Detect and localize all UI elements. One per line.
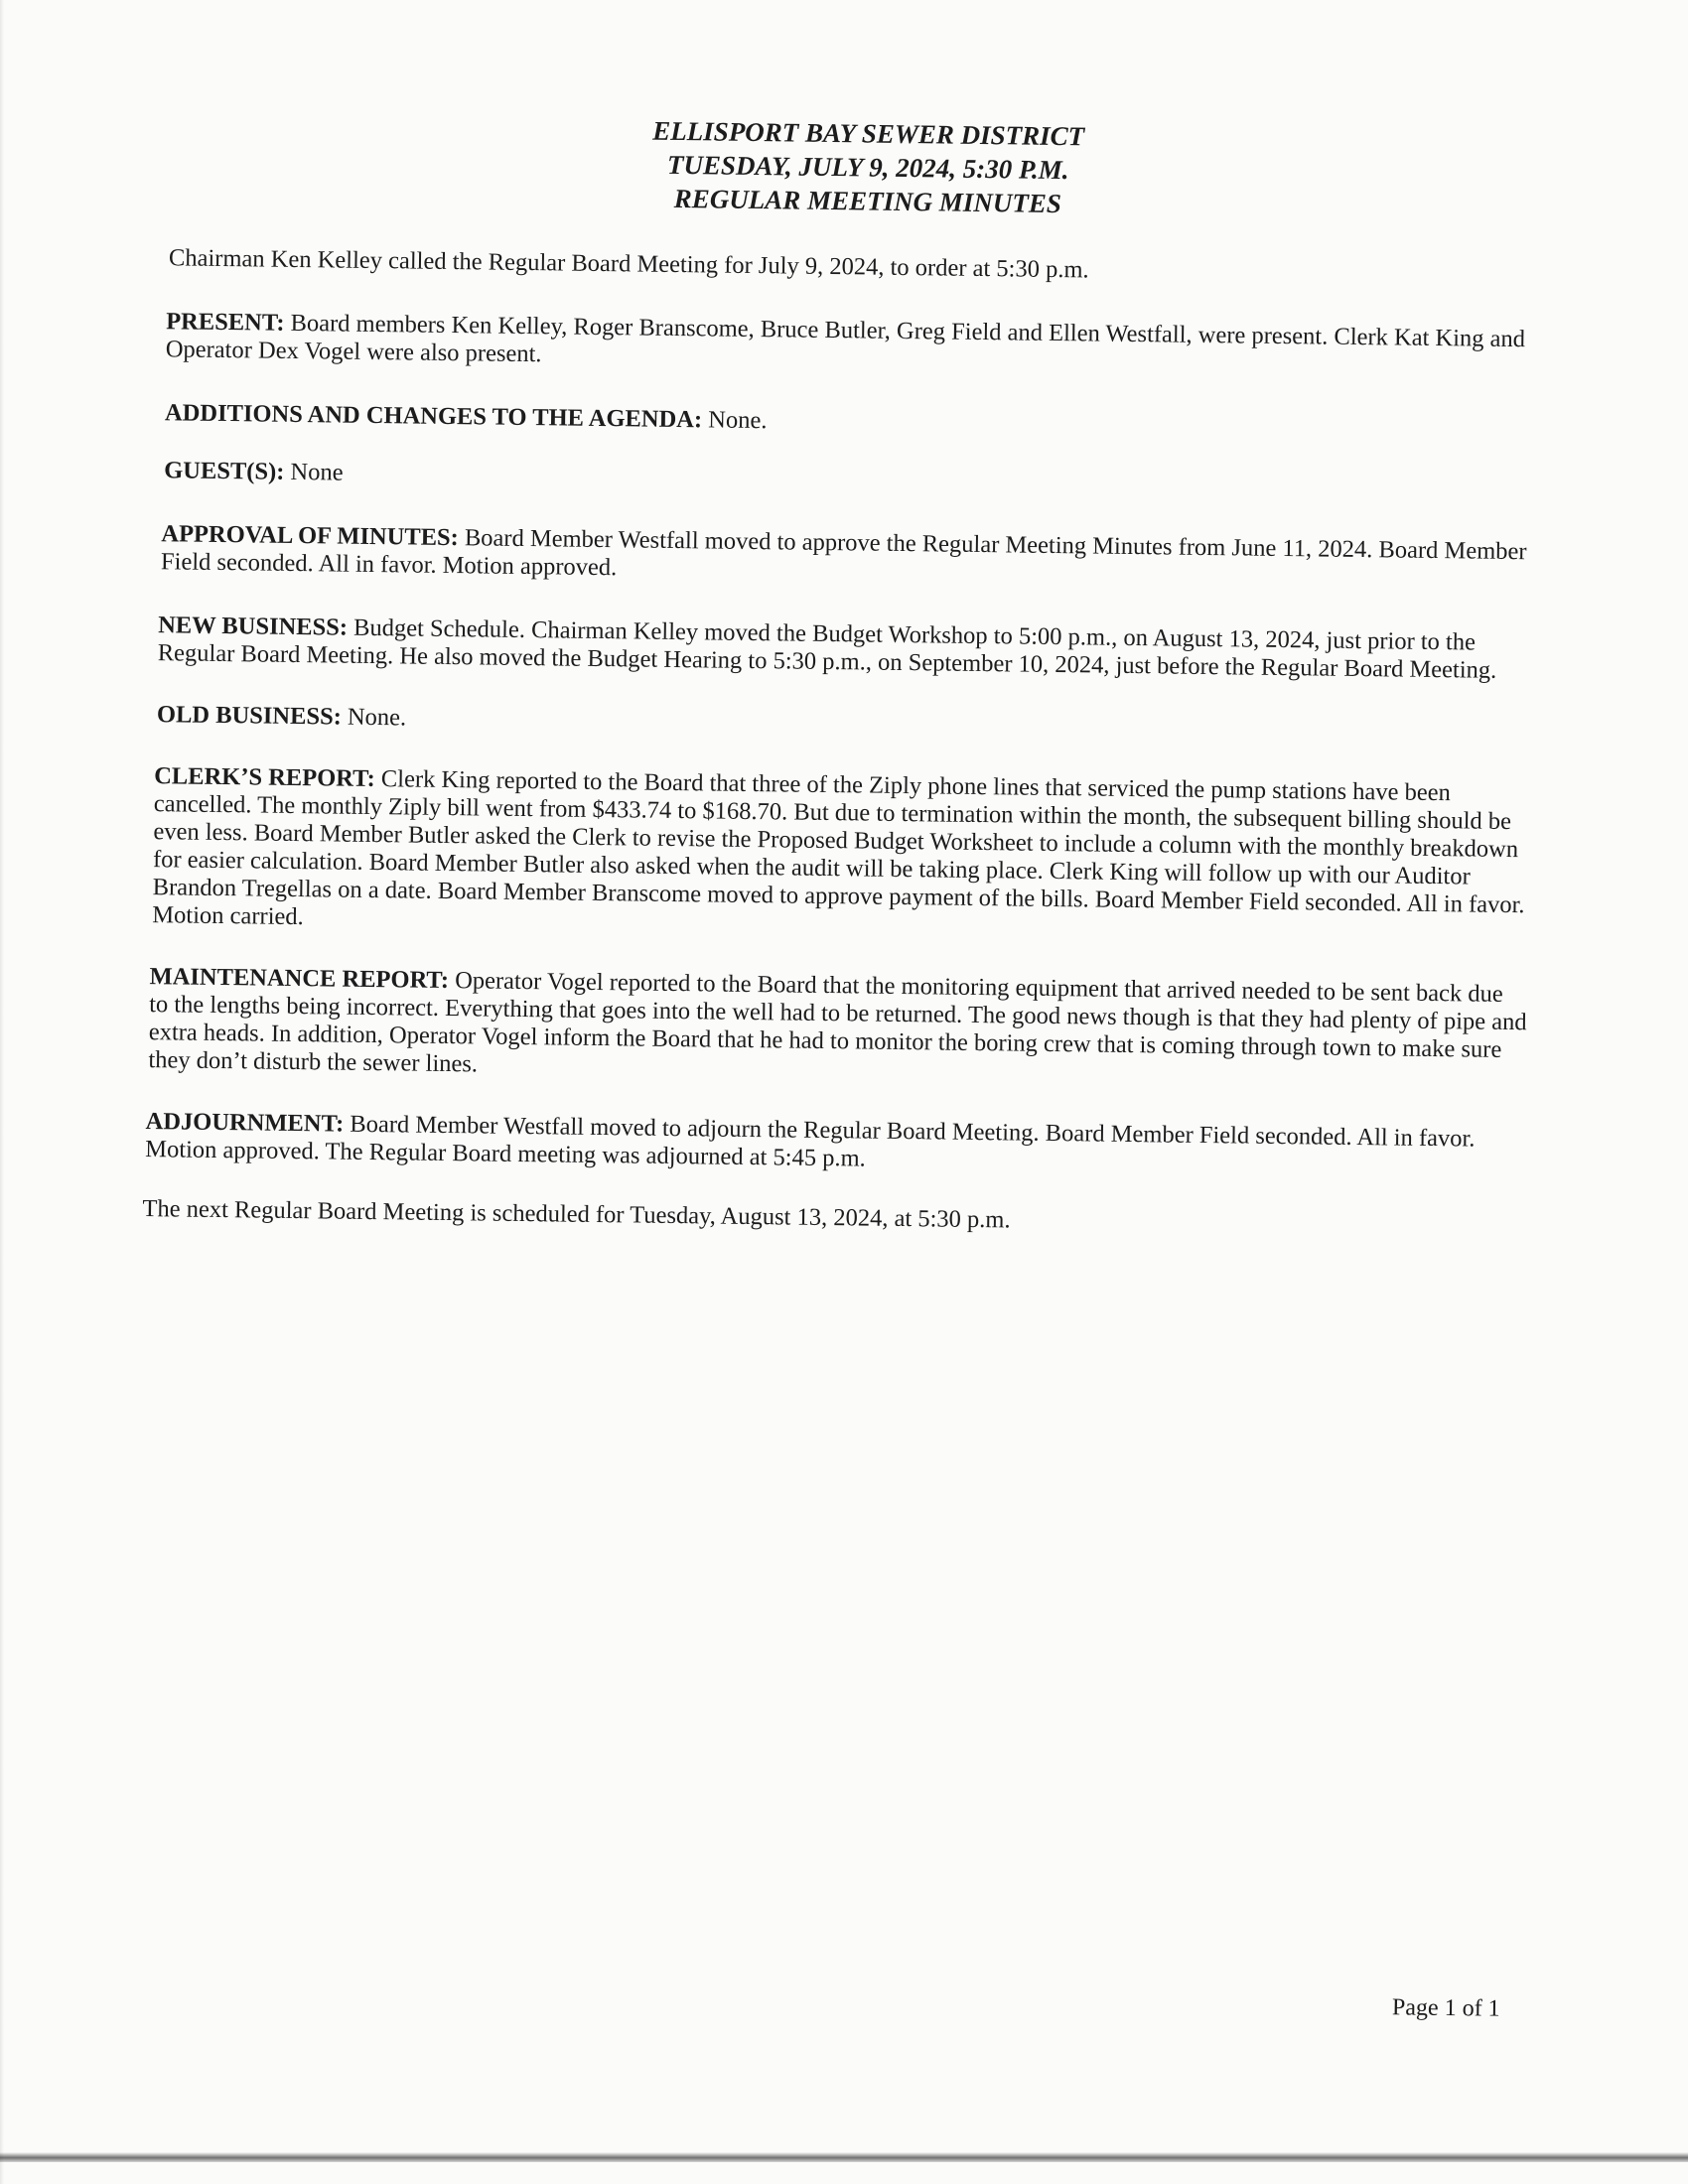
new-business-text: Budget Schedule. Chairman Kelley moved the Budget Workshop to 5:00 p.m., on August 13, 2024, just prior to the Regular Board Meeting. He also moved the Budget Hearing to 5:30 p.m., on September 10, 2024, just before the Regular Board Meeting. — [157, 614, 1497, 684]
guests-paragraph — [144, 457, 1534, 502]
scan-bottom-edge — [0, 2152, 1688, 2162]
minutes-body — [134, 107, 1539, 1241]
clerks-report-paragraph — [138, 762, 1530, 947]
old-business-label: OLD BUSINESS: — [156, 701, 343, 731]
present-label: PRESENT: — [166, 308, 285, 337]
new-business-paragraph — [142, 612, 1533, 685]
maintenance-report-paragraph — [136, 963, 1527, 1092]
old-business-paragraph — [141, 701, 1531, 747]
approval-label: APPROVAL OF MINUTES: — [161, 520, 459, 552]
maintenance-report-text: Operator Vogel reported to the Board that the monitoring equipment that arrived needed to be sent back due to the lengths being incorrect. Everything that goes into the well had to be returned. The good news though is that they had plenty of pipe and extra heads. In addition, Operator Vogel inform the Board that he had to monitor the boring crew that is coming through town to make sure they don’t disturb the sewer lines. — [148, 967, 1527, 1078]
call-to-order-paragraph: Chairman Ken Kelley called the Regular Board Meeting for July 9, 2024, to order at 5:30 p.m. — [168, 244, 1089, 284]
header-district-name: ELLISPORT BAY SEWER DISTRICT — [652, 115, 1085, 152]
document-header — [148, 107, 1589, 227]
present-paragraph — [146, 308, 1537, 381]
page-number: Page 1 of 1 — [1391, 1994, 1500, 2022]
adjournment-paragraph — [135, 1108, 1526, 1181]
approval-of-minutes-paragraph — [143, 520, 1534, 594]
agenda-changes-label: ADDITIONS AND CHANGES TO THE AGENDA: — [164, 399, 703, 434]
old-business-text: None. — [341, 703, 407, 732]
header-document-title: REGULAR MEETING MINUTES — [673, 183, 1062, 219]
scan-edge-shadow — [0, 0, 4, 2184]
header-meeting-date: TUESDAY, JULY 9, 2024, 5:30 P.M. — [666, 149, 1069, 186]
clerks-report-text: Clerk King reported to the Board that three of the Ziply phone lines that serviced the pump stations have been cancelled. The monthly Ziply bill went from $433.74 to $168.70. But due to termination within the month, the subsequent billing should be even less. Board Member Butler asked the Clerk to revise the Proposed Budget Worksheet to include a column with the monthly breakdown for easier calculation. Board Member Butler also asked when the audit will be taking place. Clerk King will follow up with our Auditor Brandon Tregellas on a date. Board Member Branscome moved to approve payment of the bills. Board Member Field seconded. All in favor. Motion carried. — [152, 765, 1525, 931]
agenda-changes-paragraph — [145, 399, 1535, 445]
clerks-report-label: CLERK’S REPORT: — [154, 762, 375, 793]
maintenance-report-label: MAINTENANCE REPORT: — [149, 963, 450, 995]
approval-text: Board Member Westfall moved to approve the Regular Meeting Minutes from June 11, 2024. Board Member Field seconded. All in favor. Motion approved. — [160, 524, 1527, 582]
adjournment-text: Board Member Westfall moved to adjourn the Regular Board Meeting. Board Member Field seconded. All in favor. Motion approved. The Regular Board meeting was adjourned at 5:45 p.m. — [145, 1110, 1476, 1172]
guests-text: None — [284, 458, 344, 486]
next-meeting-paragraph: The next Regular Board Meeting is scheduled for Tuesday, August 13, 2024, at 5:30 p.m. — [142, 1195, 1011, 1234]
new-business-label: NEW BUSINESS: — [157, 612, 349, 641]
present-text: Board members Ken Kelley, Roger Branscome, Bruce Butler, Greg Field and Ellen Westfall, were present. Clerk Kat King and Operator Dex Vogel were also present. — [165, 309, 1526, 368]
guests-label: GUEST(S): — [164, 457, 285, 485]
agenda-changes-text: None. — [701, 406, 768, 435]
adjournment-label: ADJOURNMENT: — [145, 1108, 345, 1138]
